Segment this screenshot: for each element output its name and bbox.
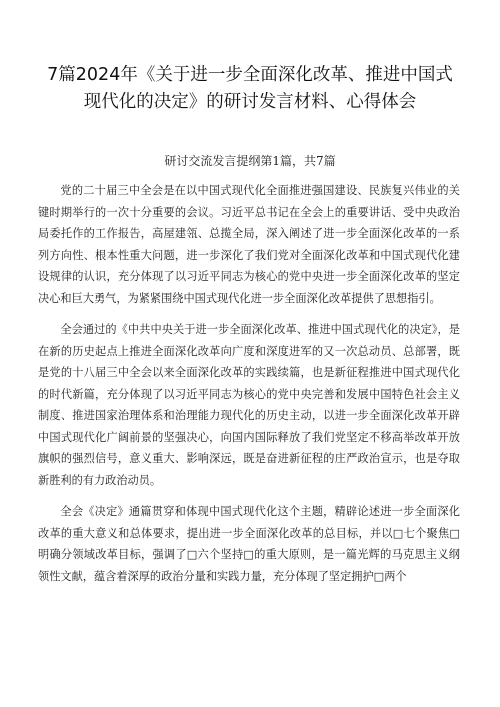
paragraph-2: 全会通过的《中共中央关于进一步全面深化改革、推进中国式现代化的决定》，是在新的历史起点上推进全面深化改革向广度和深度进军的又一次总动员、总部署，既是党的十八届三中全会以来全面深化改革的实践续篇，也是新征程推进中国式现代化的时代新篇，充分体现了以习近平同志为核心的党中央完善和发展中国特色社会主义制度、推进国家治理体系和治理能力现代化的历史主动，以进一步全面深化改革开辟中国式现代化广阔前景的坚强决心，向国内国际释放了我们党坚定不移高举改革开放旗帜的强烈信号，意义重大、影响深远，既是奋进新征程的庄严政治宣示，也是夺取新胜利的有力政治动员。 [38,323,460,487]
title-line-2: 现代化的决定》的研讨发言材料、心得体会 [83,92,417,112]
document-body [38,180,460,597]
title-line-1: 7篇2024年《关于进一步全面深化改革、推进中国式 [47,65,453,85]
document-subtitle: 研讨交流发言提纲第1篇，共7篇 [164,154,336,168]
paragraph-1: 党的二十届三中全会是在以中国式现代化全面推进强国建设、民族复兴伟业的关键时期举行的一次十分重要的会议。习近平总书记在全会上的重要讲话、受中央政治局委托作的工作报告，高屋建瓴、总揽全局，深入阐述了进一步全面深化改革的一系列方向性、根本性重大问题，进一步深化了我们党对全面深化改革和中国式现代化建设规律的认识，充分体现了以习近平同志为核心的党中央进一步全面深化改革的坚定决心和巨大勇气，为紧紧围绕中国式现代化进一步全面深化改革提供了思想指引。 [38,184,460,305]
paragraph-3: 全会《决定》通篇贯穿和体现中国式现代化这个主题，精辟论述进一步全面深化改革的重大意义和总体要求，提出进一步全面深化改革的总目标，并以□七个聚焦□明确分领域改革目标，强调了□六个坚持□的重大原则，是一篇光辉的马克思主义纲领性文献，蕴含着深厚的政治分量和实践力量，充分体现了坚定拥护□两个 [38,505,460,583]
document-title [30,62,470,116]
